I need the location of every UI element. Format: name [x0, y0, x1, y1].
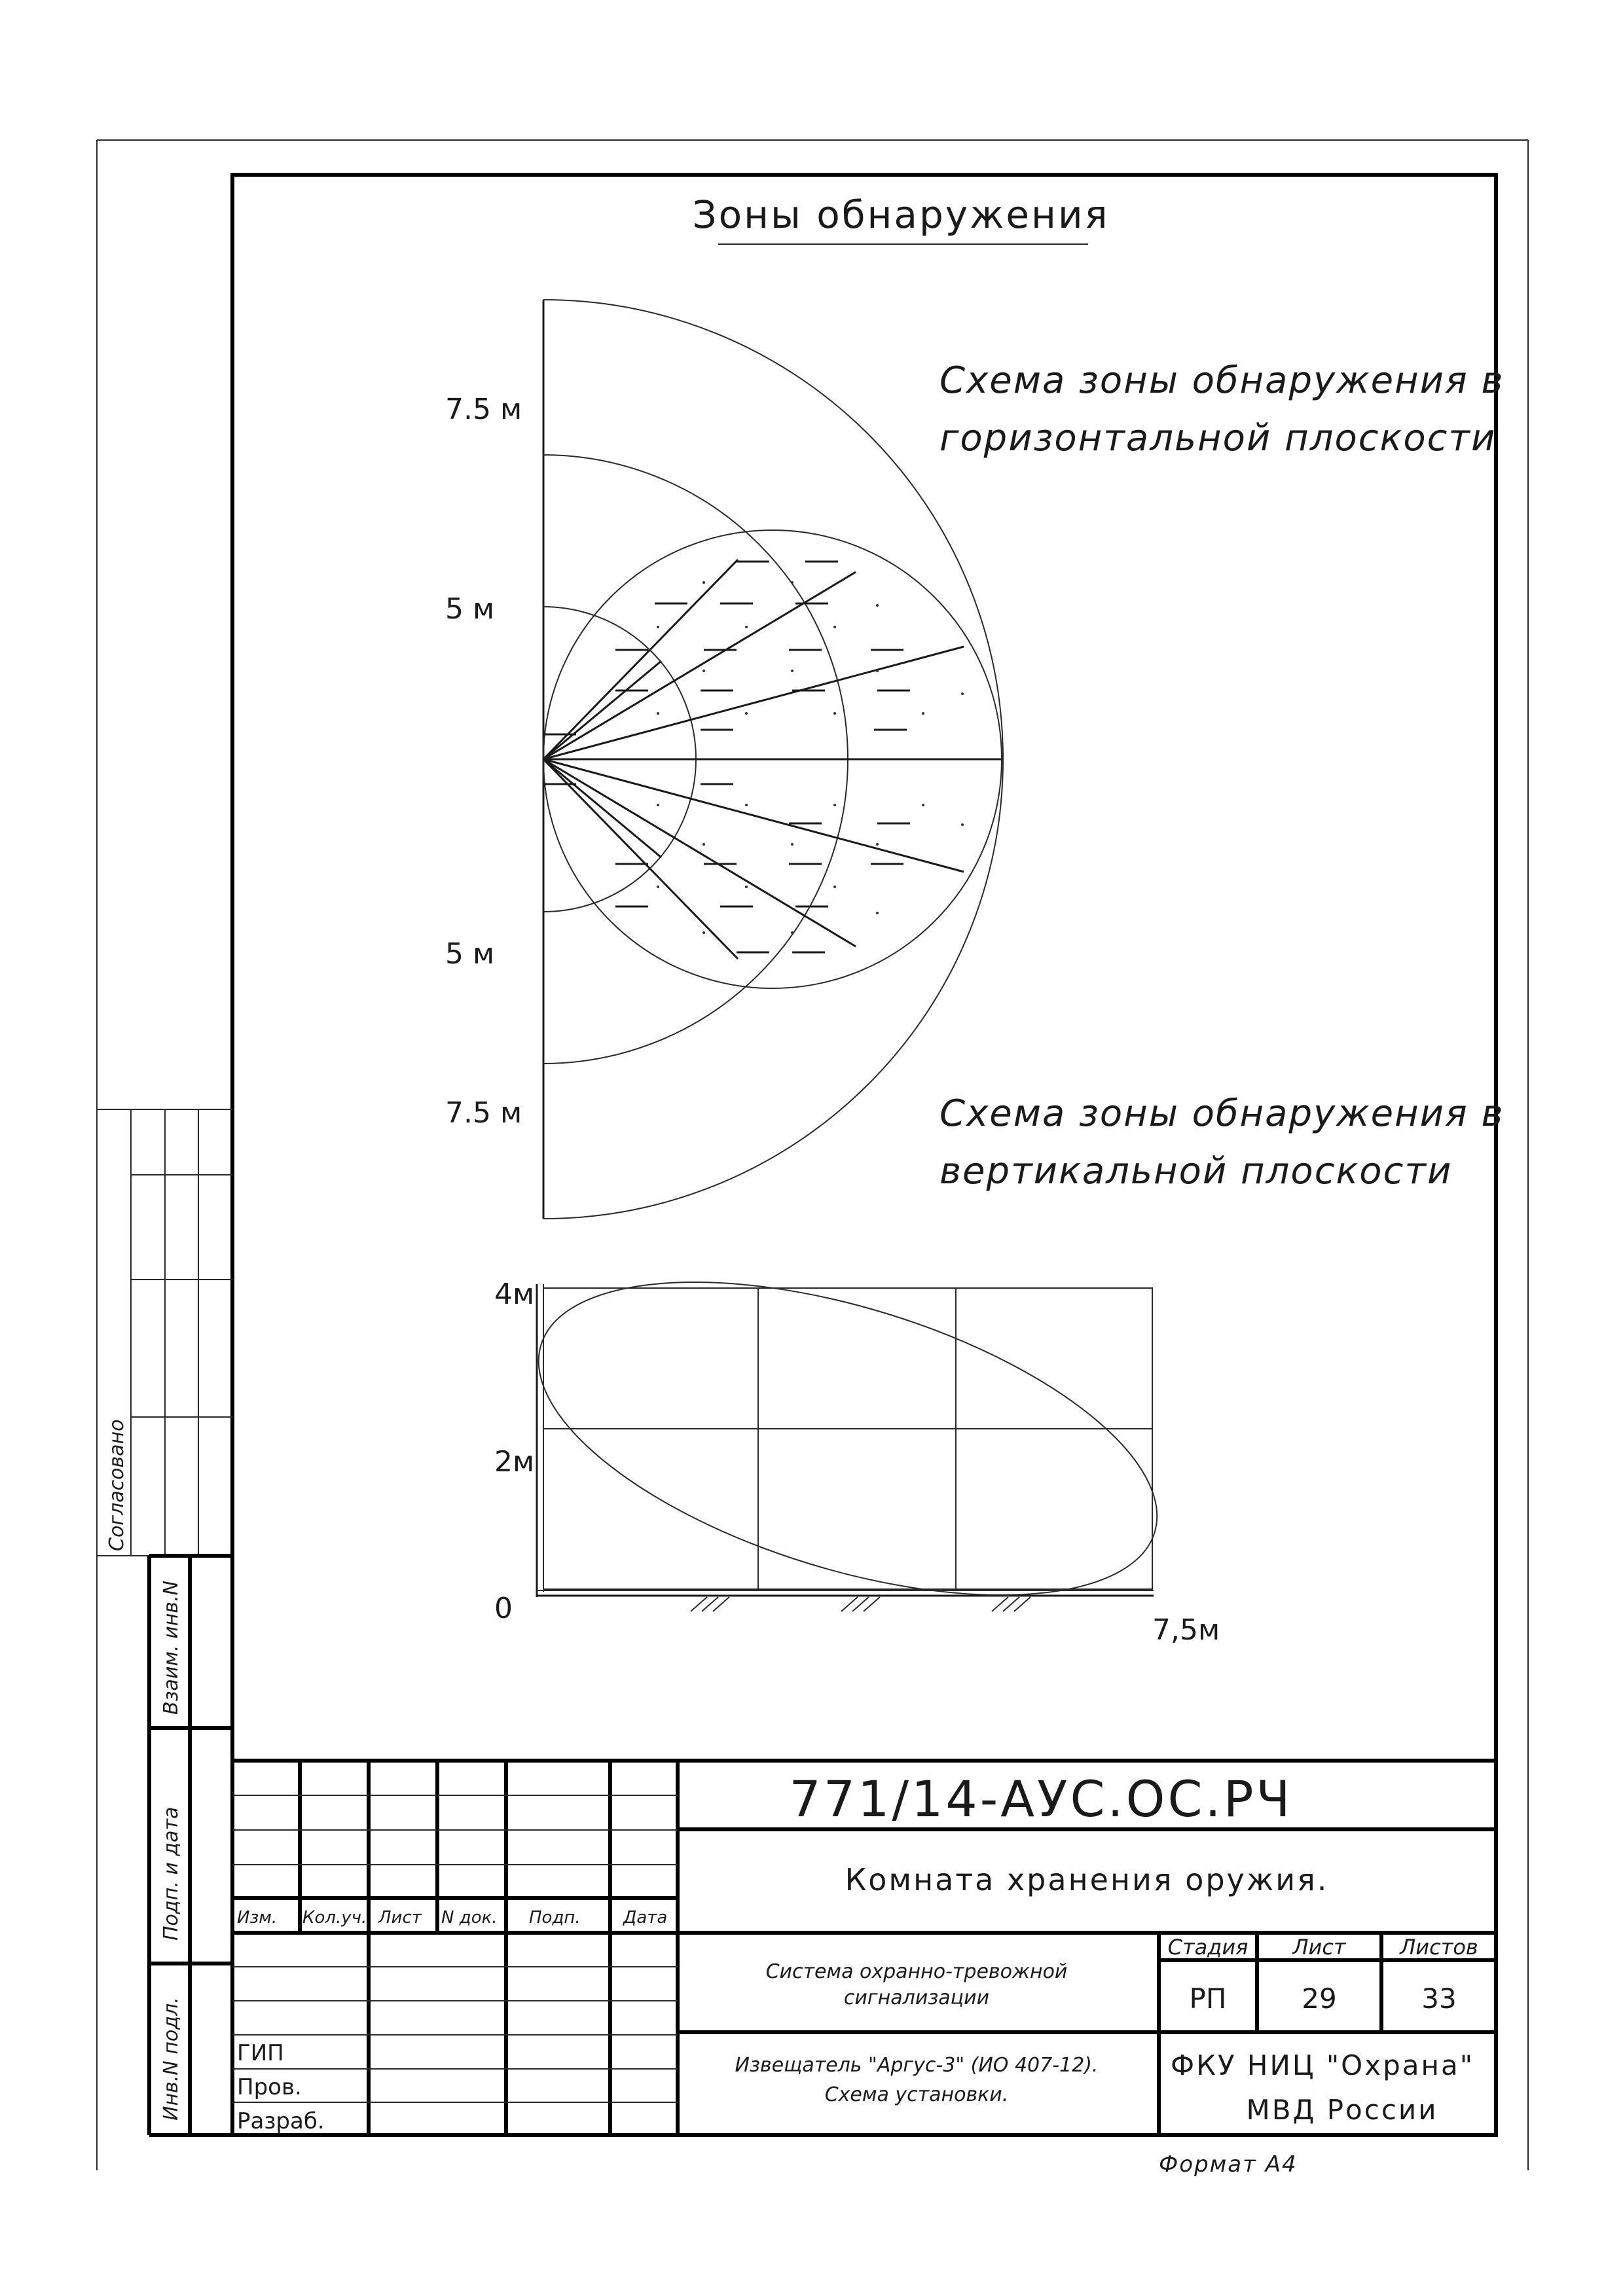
- col-izm: Изм.: [237, 1908, 278, 1928]
- margin-vzaim-inv: Взаим. инв.N: [160, 1581, 183, 1715]
- format-label: Формат А4: [1159, 2151, 1298, 2178]
- org-line1: ФКУ НИЦ "Охрана": [1170, 2049, 1475, 2081]
- vertical-caption-line1: Схема зоны обнаружения в: [939, 1092, 1504, 1135]
- col-podp: Подп.: [529, 1908, 581, 1928]
- horizontal-zone-diagram: [445, 300, 1003, 1219]
- left-margin-stamp: [97, 1109, 232, 2135]
- col-kol-uch: Кол.уч.: [302, 1908, 367, 1928]
- drawing-title: Зоны обнаружения: [692, 192, 1110, 237]
- side-label-2m: 2м: [494, 1445, 535, 1479]
- side-label-0: 0: [494, 1592, 513, 1625]
- ground-hatch: [691, 1597, 1030, 1611]
- org-line2: МВД России: [1246, 2094, 1438, 2126]
- horizontal-caption-line1: Схема зоны обнаружения в: [939, 359, 1504, 402]
- role-prov: Пров.: [237, 2074, 302, 2100]
- side-label-7-5m: 7,5м: [1152, 1613, 1220, 1647]
- room-name: Комната хранения оружия.: [845, 1862, 1329, 1897]
- detection-beams: [543, 560, 1002, 959]
- list-value: 29: [1302, 1982, 1337, 2015]
- list-header: Лист: [1292, 1935, 1346, 1960]
- zone-hatching: [543, 562, 910, 952]
- vertical-zone-diagram: [494, 1219, 1220, 1657]
- horizontal-caption-line2: горизонтальной плоскости: [939, 417, 1497, 459]
- listov-header: Листов: [1400, 1935, 1478, 1960]
- system-line2: сигнализации: [843, 1986, 990, 2009]
- margin-soglasovano: Согласовано: [105, 1419, 128, 1551]
- role-gip: ГИП: [237, 2040, 284, 2066]
- vertical-caption-line2: вертикальной плоскости: [939, 1150, 1453, 1193]
- stage-value: РП: [1189, 1982, 1227, 2015]
- margin-inv-podl: Инв.N подл.: [160, 1997, 183, 2121]
- title-block: [232, 1761, 1496, 2135]
- margin-podp-data: Подп. и дата: [160, 1806, 183, 1941]
- sheet-line2: Схема установки.: [824, 2083, 1009, 2106]
- role-razrab: Разраб.: [237, 2108, 325, 2134]
- col-data: Дата: [623, 1908, 668, 1928]
- label-bottom-inner: 5 м: [445, 937, 495, 971]
- side-grid-frame: [543, 1288, 1152, 1589]
- label-bottom-outer: 7.5 м: [445, 1096, 522, 1130]
- side-label-4m: 4м: [494, 1278, 535, 1311]
- listov-value: 33: [1421, 1982, 1457, 2015]
- system-line1: Система охранно-тревожной: [765, 1960, 1068, 1983]
- zone-dots: [657, 581, 964, 934]
- label-top-outer: 7.5 м: [445, 393, 522, 426]
- col-n-dok: N док.: [441, 1908, 498, 1928]
- sheet-line1: Извещатель "Аргус-3" (ИО 407-12).: [735, 2054, 1099, 2077]
- stage-header: Стадия: [1167, 1935, 1249, 1960]
- col-list: Лист: [378, 1908, 422, 1928]
- doc-code: 771/14-АУС.ОС.РЧ: [789, 1770, 1293, 1828]
- label-top-inner: 5 м: [445, 592, 495, 626]
- vertical-detection-lobe: [503, 1219, 1193, 1657]
